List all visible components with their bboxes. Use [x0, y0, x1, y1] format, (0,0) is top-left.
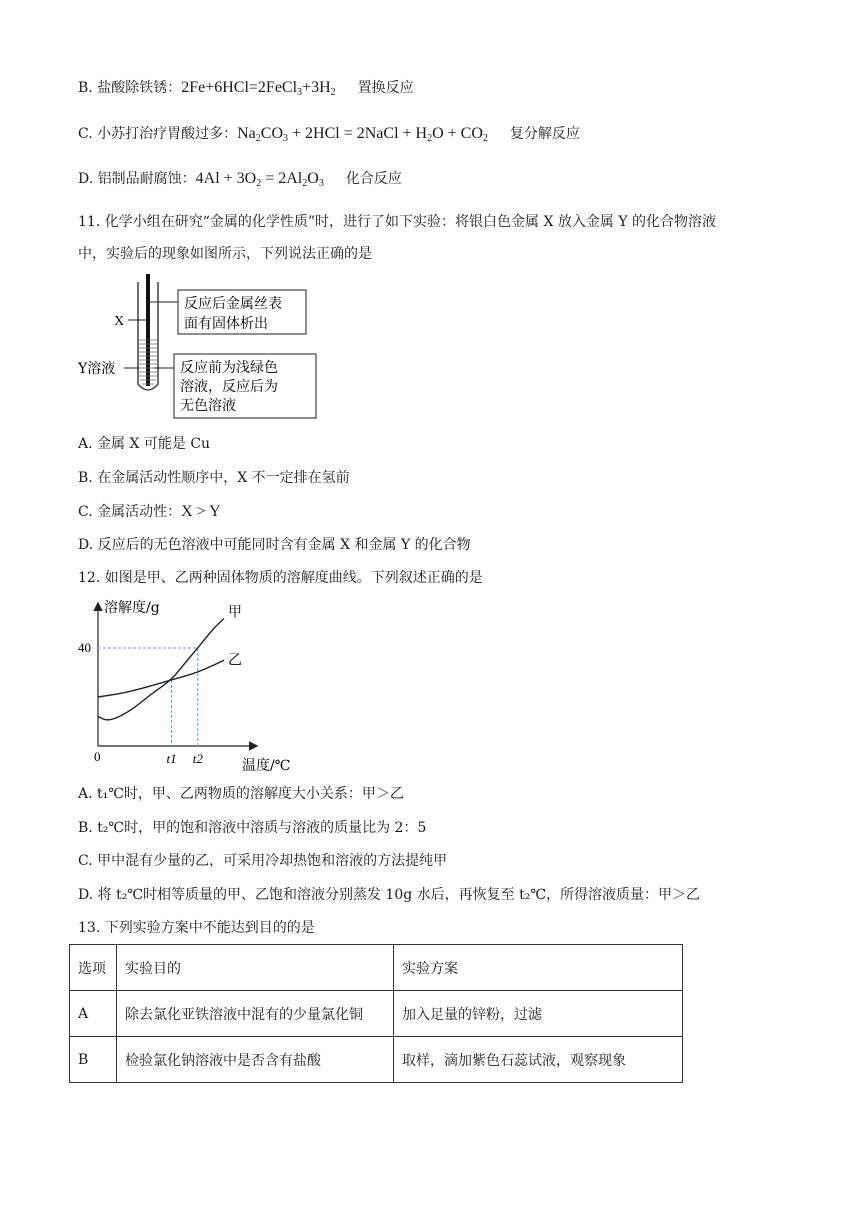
- series-label-1: 甲: [228, 604, 242, 621]
- series-label-2: 乙: [228, 652, 242, 669]
- q11-option-d: D. 反应后的无色溶液中可能同时含有金属 X 和金属 Y 的化合物: [78, 537, 471, 553]
- x-tick-label-1: t1: [166, 751, 177, 766]
- box2-line1: 反应前为浅绿色: [180, 360, 278, 376]
- row-a-plan: 加入足量的锌粉，过滤: [394, 991, 683, 1037]
- row-b-purpose: 检验氯化钠溶液中是否含有盐酸: [117, 1037, 394, 1083]
- q11-option-b: B. 在金属活动性顺序中，X 不一定排在氢前: [78, 470, 350, 486]
- q11-stem-line2: 中，实验后的现象如图所示，下列说法正确的是: [78, 246, 372, 262]
- reaction-type-c: 复分解反应: [509, 126, 580, 142]
- table-row: [70, 991, 683, 1037]
- x-axis-label: 温度/℃: [242, 758, 291, 774]
- option-b-prefix: B. 盐酸除铁锈：: [78, 80, 182, 96]
- q11-option-c-expr: X > Y: [181, 503, 221, 520]
- solubility-chart: [72, 596, 312, 776]
- series-line-2: [98, 660, 224, 697]
- label-x: X: [114, 314, 125, 329]
- header-plan: 实验方案: [394, 945, 683, 991]
- curves: [98, 619, 224, 720]
- q11-option-c-prefix: C. 金属活动性：: [78, 504, 182, 520]
- row-b-plan: 取样，滴加紫色石蕊试液，观察现象: [394, 1037, 683, 1083]
- option-d-prefix: D. 铝制品耐腐蚀：: [78, 171, 196, 187]
- row-a-option: A: [70, 991, 117, 1037]
- q13-table: [69, 944, 683, 1083]
- header-purpose: 实验目的: [117, 945, 394, 991]
- option-d-line: [78, 169, 402, 189]
- y-axis-label: 溶解度/g: [104, 600, 160, 616]
- reaction-type-b: 置换反应: [357, 80, 414, 96]
- q11-option-a: A. 金属 X 可能是 Cu: [78, 436, 211, 452]
- q11-stem-line1: 11. 化学小组在研究“金属的化学性质”时，进行了如下实验：将银白色金属 X 放入金属 Y 的化合物溶液: [78, 214, 717, 230]
- q12-option-a: A. t₁℃时，甲、乙两物质的溶解度大小关系：甲＞乙: [78, 786, 404, 802]
- box2-line2: 溶液，反应后为: [180, 379, 278, 395]
- equation-d: $4Al + 3O_2 = 2Al_2O_3$: [195, 170, 324, 189]
- test-tube-figure: [70, 272, 330, 420]
- equation-b: $2Fe+6HCl=2FeCl_3+3H_2$: [181, 79, 336, 98]
- option-c-line: [78, 124, 580, 144]
- option-c-prefix: C. 小苏打治疗胃酸过多：: [78, 126, 238, 142]
- row-b-option: B: [70, 1037, 117, 1083]
- box1-line1: 反应后金属丝表: [184, 296, 282, 312]
- header-option: 选项: [70, 945, 117, 991]
- metal-wire: [146, 274, 150, 386]
- row-a-purpose: 除去氯化亚铁溶液中混有的少量氯化铜: [117, 991, 394, 1037]
- x-tick-label-2: t2: [192, 751, 203, 766]
- origin-label: 0: [94, 749, 101, 764]
- y-tick-40: 40: [78, 640, 91, 655]
- x-tick-labels: [167, 751, 204, 766]
- q12-stem: 12. 如图是甲、乙两种固体物质的溶解度曲线。下列叙述正确的是: [78, 570, 483, 586]
- q12-option-b: B. t₂℃时，甲的饱和溶液中溶质与溶液的质量比为 2：5: [78, 820, 427, 836]
- q11-option-c: [78, 502, 221, 522]
- box2-line3: 无色溶液: [180, 398, 236, 414]
- q12-option-d: D. 将 t₂℃时相等质量的甲、乙饱和溶液分别蒸发 10g 水后，再恢复至 t₂℃，所得溶液质量：甲＞乙: [78, 887, 700, 903]
- option-b-line: [78, 78, 414, 98]
- q12-option-c: C. 甲中混有少量的乙，可采用冷却热饱和溶液的方法提纯甲: [78, 853, 448, 869]
- table-header-row: [70, 945, 683, 991]
- label-y-solution: Y溶液: [78, 361, 116, 377]
- reaction-type-d: 化合反应: [345, 171, 402, 187]
- q13-stem: 13. 下列实验方案中不能达到目的的是: [78, 920, 315, 936]
- table-row: [70, 1037, 683, 1083]
- equation-c: $Na_2CO_3 + 2HCl$ = 2NaCl + $H_2O + CO_2$: [237, 125, 488, 144]
- series-labels: [228, 605, 242, 669]
- box1-line2: 面有固体析出: [184, 316, 268, 332]
